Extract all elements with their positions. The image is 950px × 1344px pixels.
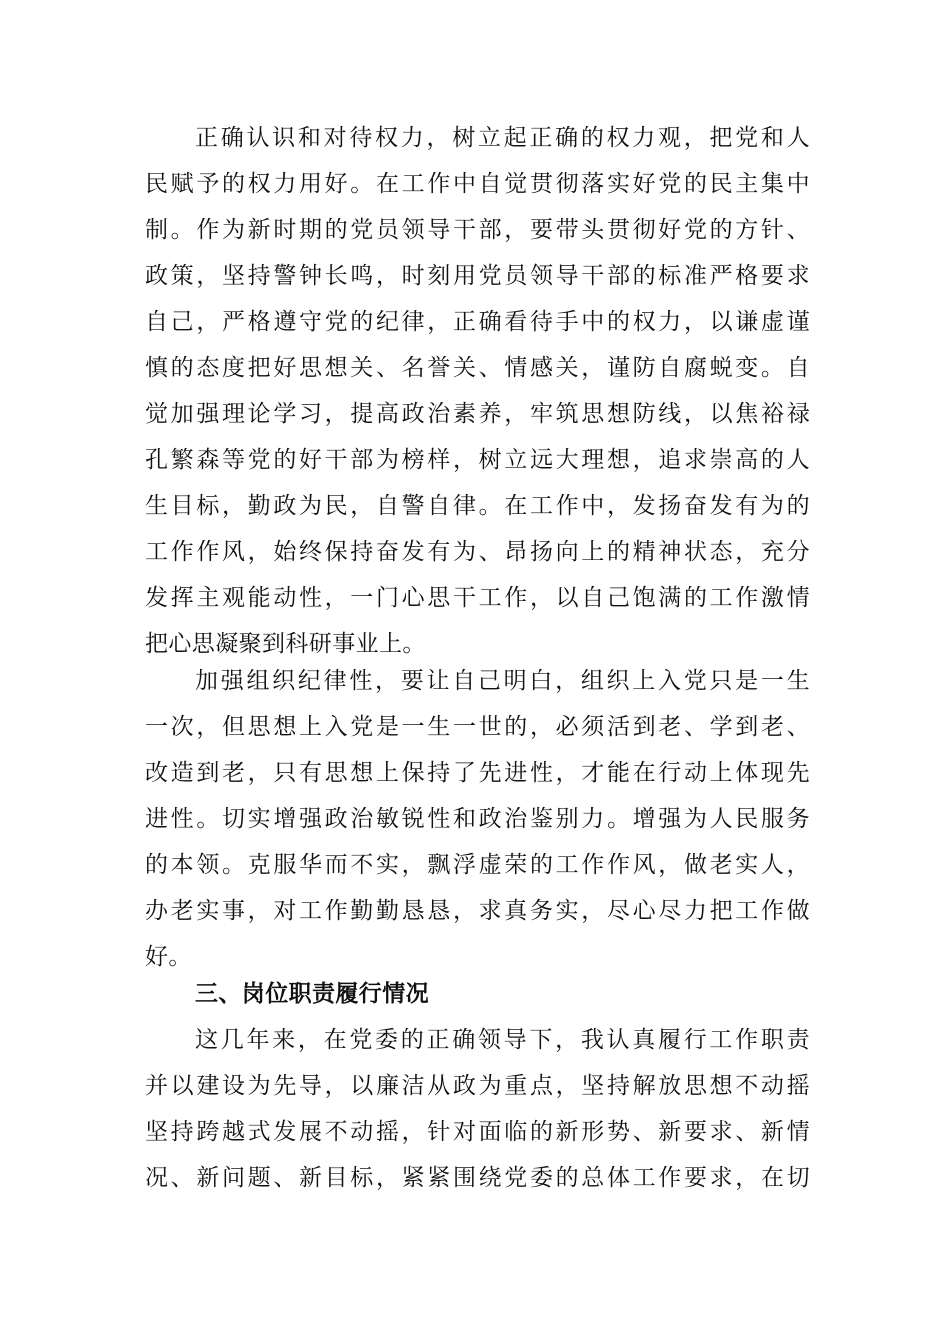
text-line: 把心思凝聚到科研事业上。 <box>145 631 426 657</box>
text-line: 孔繁森等党的好干部为榜样，树立远大理想，追求崇高的人 <box>145 447 810 473</box>
text-line: 觉加强理论学习，提高政治素养，牢筑思想防线，以焦裕禄 <box>145 401 810 427</box>
text-line: 工作作风，始终保持奋发有为、昂扬向上的精神状态，充分 <box>145 539 810 565</box>
text-line: 的本领。克服华而不实，飘浮虚荣的工作作风，做老实人， <box>145 852 810 878</box>
text-line: 好。 <box>145 944 192 970</box>
text-line: 民赋予的权力用好。在工作中自觉贯彻落实好党的民主集中 <box>145 171 810 197</box>
text-line: 制。作为新时期的党员领导干部，要带头贯彻好党的方针、 <box>145 217 810 243</box>
section-heading: 三、岗位职责履行情况 <box>195 981 429 1007</box>
text-line: 改造到老，只有思想上保持了先进性，才能在行动上体现先 <box>145 760 810 786</box>
text-line: 况、新问题、新目标，紧紧围绕党委的总体工作要求，在切 <box>145 1165 810 1191</box>
text-line: 并以建设为先导，以廉洁从政为重点，坚持解放思想不动摇 <box>145 1073 810 1099</box>
text-line: 政策，坚持警钟长鸣，时刻用党员领导干部的标准严格要求 <box>145 263 810 289</box>
text-line: 生目标，勤政为民，自警自律。在工作中，发扬奋发有为的 <box>145 493 810 519</box>
text-line: 发挥主观能动性，一门心思干工作，以自己饱满的工作激情 <box>145 585 810 611</box>
text-line: 这几年来，在党委的正确领导下，我认真履行工作职责 <box>195 1027 810 1053</box>
text-line: 办老实事，对工作勤勤恳恳，求真务实，尽心尽力把工作做 <box>145 898 810 924</box>
text-line: 进性。切实增强政治敏锐性和政治鉴别力。增强为人民服务 <box>145 806 810 832</box>
text-line: 加强组织纪律性，要让自己明白，组织上入党只是一生 <box>195 668 810 694</box>
text-line: 自己，严格遵守党的纪律，正确看待手中的权力，以谦虚谨 <box>145 309 810 335</box>
text-line: 正确认识和对待权力，树立起正确的权力观，把党和人 <box>195 125 810 151</box>
text-line: 坚持跨越式发展不动摇，针对面临的新形势、新要求、新情 <box>145 1119 810 1145</box>
text-line: 一次，但思想上入党是一生一世的，必须活到老、学到老、 <box>145 714 810 740</box>
text-line: 慎的态度把好思想关、名誉关、情感关，谨防自腐蜕变。自 <box>145 355 810 381</box>
